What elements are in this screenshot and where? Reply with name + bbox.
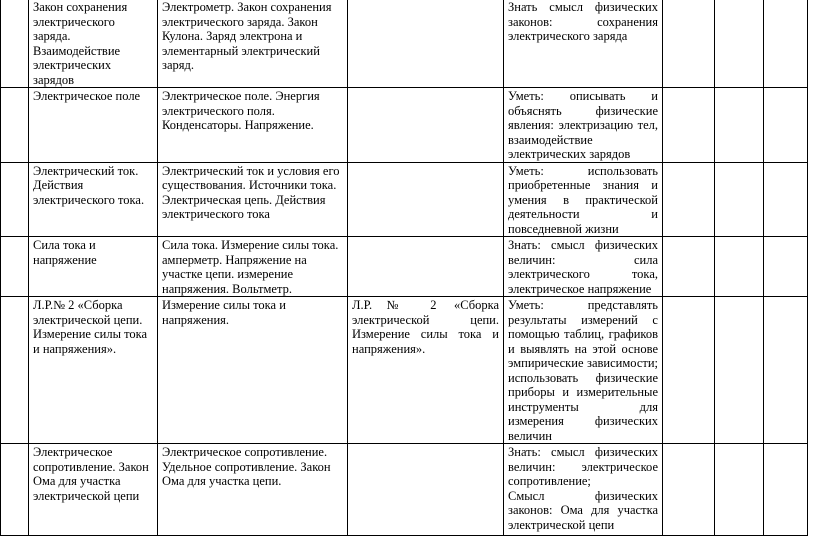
lesson-content-cell: Сила тока. Измерение силы тока. амперметр. Напряжение на участке цепи. измерение напряжения. Вольтметр. [158,237,348,297]
empty-cell [663,162,715,237]
lesson-content-cell: Электрический ток и условия его существования. Источники тока. Электрическая цепь. Действия электрического тока [158,162,348,237]
requirements-line: Уметь: описывать и [508,89,658,103]
table-row [1,444,808,536]
empty-cell [663,0,715,88]
requirements-line: величин [508,428,552,443]
empty-cell [715,444,764,536]
empty-cell [764,444,808,536]
table-row [1,0,808,88]
requirements-cell [504,297,663,444]
table-row [1,162,808,237]
table-row [1,237,808,297]
requirements-line: электрическое напряжение [508,281,652,296]
empty-cell [663,88,715,163]
empty-cell [715,237,764,297]
requirements-line: результаты измерений с [508,312,658,327]
lesson-topic-cell: Закон сохранения электрического заряда. Взаимодействие электрических зарядов [29,0,158,88]
lesson-number-cell [1,0,29,88]
empty-cell [764,162,808,237]
requirements-line: величин: электрическое [508,459,658,474]
lesson-number-cell [1,297,29,444]
lesson-topic-cell: Электрический ток. Действия электрического тока. [29,162,158,237]
requirements-cell [504,237,663,297]
lesson-topic-cell: Сила тока и напряжение [29,237,158,297]
empty-cell [715,162,764,237]
lesson-topic-cell: Электрическое поле [29,88,158,163]
empty-cell [663,237,715,297]
requirements-line: Уметь: представлять [508,298,658,312]
empty-cell [715,88,764,163]
requirements-cell [504,162,663,237]
requirements-line: электрических зарядов [508,147,631,161]
requirements-line: и выявлять на этой основе [508,341,658,356]
requirements-line: электрического заряда [508,29,628,43]
requirements-line: измерения физических [508,414,658,428]
lab-work-cell [348,237,504,297]
lesson-topic-cell: Л.Р.№ 2 «Сборка электрической цепи. Измерение силы тока и напряжения». [29,297,158,444]
requirements-line: Знать смысл физических [508,0,658,14]
requirements-line: инструменты для [508,399,658,414]
requirements-line: сопротивление; [508,474,591,488]
requirements-line: приборы и измерительные [508,385,658,399]
requirements-line: взаимодействие [508,132,593,147]
lesson-number-cell [1,444,29,536]
lesson-number-cell [1,88,29,163]
empty-cell [764,297,808,444]
lesson-content-cell: Электрическое поле. Энергия электрического поля. Конденсаторы. Напряжение. [158,88,348,163]
empty-cell [663,444,715,536]
empty-cell [715,0,764,88]
requirements-line: Уметь: использовать [508,163,658,178]
requirements-line: явления: электризацию тел, [508,118,658,132]
empty-cell [764,88,808,163]
lesson-content-cell: Электрометр. Закон сохранения электрического заряда. Закон Кулона. Заряд электрона и элементарный электрический заряд. [158,0,348,88]
requirements-line: использовать физические [508,370,658,385]
requirements-line: объяснять физические [508,103,658,118]
lab-work-cell: Л.Р.№ 2 «Сборка электрической цепи. Измерение силы тока и напряжения». [348,297,504,444]
requirements-line: Смысл физических [508,488,658,503]
requirements-cell [504,444,663,536]
requirements-line: эмпирические зависимости; [508,356,658,370]
table-row [1,297,808,444]
requirements-line: приобретенные знания и [508,178,658,192]
lab-work-cell [348,88,504,163]
requirements-line: деятельности и [508,207,658,221]
requirements-line: Знать: смысл физических [508,445,658,459]
lesson-number-cell [1,237,29,297]
empty-cell [764,0,808,88]
requirements-cell [504,0,663,88]
requirements-line: повседневной жизни [508,221,619,236]
lab-work-cell [348,0,504,88]
requirements-line: умения в практической [508,192,658,207]
lesson-topic-cell: Электрическое сопротивление. Закон Ома для участка электрической цепи [29,444,158,536]
lab-work-cell [348,162,504,237]
lesson-content-cell: Электрическое сопротивление. Удельное сопротивление. Закон Ома для участка цепи. [158,444,348,536]
lab-work-cell [348,444,504,536]
requirements-line: законов: сохранения [508,14,658,29]
requirements-line: Знать: смысл физических [508,238,658,252]
table-row [1,88,808,163]
lesson-content-cell: Измерение силы тока и напряжения. [158,297,348,444]
requirements-line: электрической цепи [508,517,615,532]
empty-cell [764,237,808,297]
requirements-line: законов: Ома для участка [508,503,658,517]
requirements-cell [504,88,663,163]
empty-cell [715,297,764,444]
empty-cell [663,297,715,444]
requirements-line: помощью таблиц, графиков [508,327,658,341]
requirements-line: электрического тока, [508,267,658,281]
requirements-line: величин: сила [508,252,658,267]
lesson-number-cell [1,162,29,237]
